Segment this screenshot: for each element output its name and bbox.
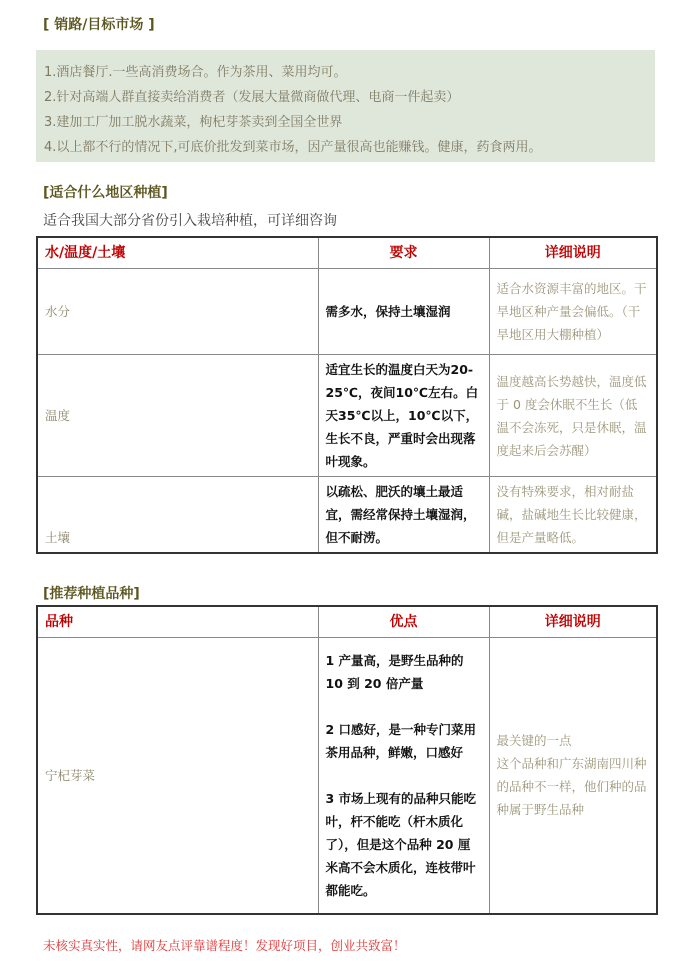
- header-cell: 水/温度/土壤: [37, 237, 318, 269]
- factor-cell: 水分: [37, 269, 318, 355]
- header-cell: 优点: [318, 606, 489, 638]
- detail-cell: [489, 638, 657, 914]
- factor-cell: 土壤: [37, 477, 318, 554]
- advantage-point: 3 市场上现有的品种只能吃叶，杆不能吃（杆木质化了），但是这个品种 20 厘米高不会木质化，连枝带叶都能吃。: [325, 790, 477, 898]
- region-table: [36, 236, 658, 554]
- advantage-point: 2 口感好，是一种专门菜用茶用品种，鲜嫩，口感好: [325, 721, 477, 760]
- detail-cell: 没有特殊要求，相对耐盐碱，盐碱地生长比较健康，但是产量略低。: [489, 477, 657, 554]
- table-row: [37, 269, 657, 355]
- table-row: [37, 355, 657, 477]
- header-cell: 详细说明: [489, 606, 657, 638]
- table-row: [37, 477, 657, 554]
- market-item: 3.建加工厂加工脱水蔬菜，枸杞芽茶卖到全国全世界: [44, 115, 343, 130]
- detail-cell: 适合水资源丰富的地区。干旱地区种产量会偏低。（干旱地区用大棚种植）: [489, 269, 657, 355]
- factor-cell: 温度: [37, 355, 318, 477]
- advantage-point: 1 产量高，是野生品种的 10 到 20 倍产量: [325, 652, 464, 691]
- footer-note: 未核实真实性，请网友点评靠谱程度！发现好项目，创业共致富！: [43, 938, 406, 953]
- requirement-cell: 适宜生长的温度白天为20-25℃，夜间10℃左右。白天35℃以上，10℃以下，生长不良，严重时会出现落叶现象。: [318, 355, 489, 477]
- advantages-cell: [318, 638, 489, 914]
- requirement-cell: 以疏松、肥沃的壤土最适宜，需经常保持土壤湿润，但不耐涝。: [318, 477, 489, 554]
- variety-table: [36, 605, 658, 915]
- variety-heading: [推荐种植品种]: [43, 586, 140, 602]
- market-item: 1.酒店餐厅.一些高消费场合。作为茶用、菜用均可。: [44, 65, 347, 80]
- table-header: [37, 237, 657, 269]
- table-header: [37, 606, 657, 638]
- detail-cell: 温度越高长势越快，温度低于 0 度会休眠不生长（低温不会冻死，只是休眠，温度起来后会苏醒）: [489, 355, 657, 477]
- header-cell: 要求: [318, 237, 489, 269]
- region-intro: 适合我国大部分省份引入栽培种植，可详细咨询: [43, 213, 337, 229]
- header-cell: 详细说明: [489, 237, 657, 269]
- table-row: [37, 638, 657, 914]
- detail-text: 这个品种和广东湖南四川种的品种不一样，他们种的品种属于野生品种: [496, 756, 647, 818]
- market-heading: [ 销路/目标市场 ]: [43, 17, 155, 33]
- requirement-cell: 需多水，保持土壤湿润: [318, 269, 489, 355]
- variety-name-cell: 宁杞芽菜: [37, 638, 318, 914]
- region-heading: [适合什么地区种植]: [43, 185, 168, 201]
- detail-title: 最关键的一点: [496, 733, 572, 749]
- market-item: 4.以上都不行的情况下,可底价批发到菜市场，因产量很高也能赚钱。健康，药食两用。: [44, 140, 542, 155]
- header-cell: 品种: [37, 606, 318, 638]
- market-item: 2.针对高端人群直接卖给消费者（发展大量微商做代理、电商一件起卖）: [44, 90, 460, 105]
- market-list: [36, 50, 655, 162]
